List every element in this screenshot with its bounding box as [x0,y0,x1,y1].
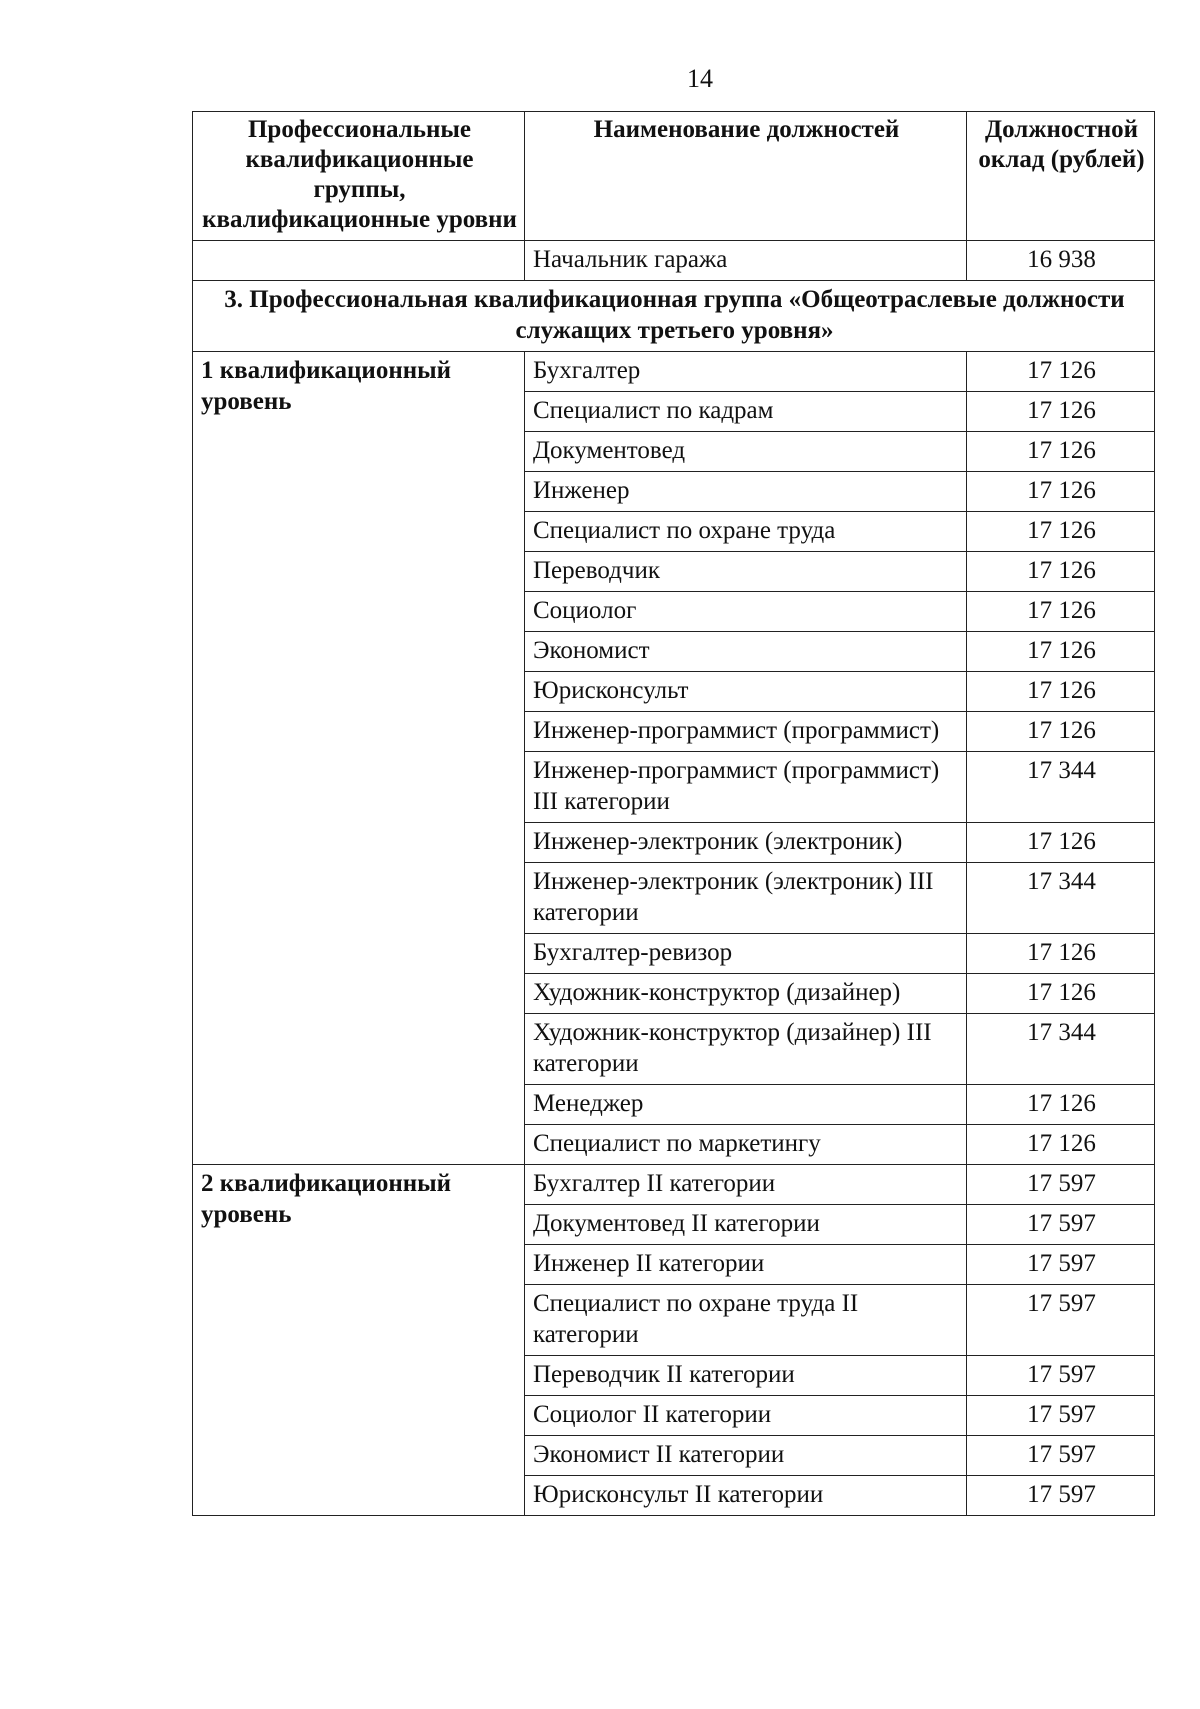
salary-cell: 17 126 [967,974,1155,1014]
position-cell: Инженер-программист (программист) [525,712,967,752]
position-cell: Инженер-программист (программист) III категории [525,752,967,823]
page-number: 14 [687,64,713,93]
salary-cell: 17 344 [967,863,1155,934]
position-cell: Социолог II категории [525,1396,967,1436]
qualification-level: 1 квалификационный уровень [193,352,525,1165]
qualification-level: 2 квалификационный уровень [193,1165,525,1516]
position-cell: Художник-конструктор (дизайнер) III категории [525,1014,967,1085]
salary-cell: 17 126 [967,1125,1155,1165]
level-cell [193,241,525,281]
salary-cell: 17 126 [967,1085,1155,1125]
position-cell: Документовед [525,432,967,472]
position-cell: Бухгалтер-ревизор [525,934,967,974]
position-cell: Бухгалтер II категории [525,1165,967,1205]
position-cell: Специалист по кадрам [525,392,967,432]
position-cell: Менеджер [525,1085,967,1125]
group-title-row [193,281,1155,352]
salary-cell: 17 126 [967,512,1155,552]
position-cell: Юрисконсульт [525,672,967,712]
salary-cell: 17 597 [967,1205,1155,1245]
position-cell: Инженер [525,472,967,512]
position-cell: Начальник гаража [525,241,967,281]
salary-cell: 17 126 [967,712,1155,752]
position-cell: Специалист по маркетингу [525,1125,967,1165]
header-qualification-groups: Профессиональные квалификационные группы, квалификационные уровни [193,112,525,241]
salary-cell: 17 126 [967,432,1155,472]
table-header-row [193,112,1155,241]
salary-cell: 17 126 [967,934,1155,974]
salary-cell: 17 344 [967,1014,1155,1085]
position-cell: Переводчик [525,552,967,592]
position-cell: Социолог [525,592,967,632]
position-cell: Документовед II категории [525,1205,967,1245]
position-cell: Переводчик II категории [525,1356,967,1396]
position-cell: Художник-конструктор (дизайнер) [525,974,967,1014]
salary-cell: 17 597 [967,1436,1155,1476]
salary-cell: 17 126 [967,352,1155,392]
salary-cell: 17 597 [967,1285,1155,1356]
salary-cell: 17 597 [967,1476,1155,1516]
table-row [193,241,1155,281]
position-cell: Экономист II категории [525,1436,967,1476]
position-cell: Инженер II категории [525,1245,967,1285]
header-salary: Должностной оклад (рублей) [967,112,1155,241]
salary-cell: 17 126 [967,823,1155,863]
salary-cell: 17 126 [967,392,1155,432]
salary-table [192,111,1155,1516]
salary-cell: 17 597 [967,1165,1155,1205]
salary-cell: 17 126 [967,552,1155,592]
position-cell: Бухгалтер [525,352,967,392]
table-row [193,1165,1155,1205]
table-row [193,352,1155,392]
salary-cell: 17 344 [967,752,1155,823]
salary-cell: 17 597 [967,1245,1155,1285]
header-position-names: Наименование должностей [525,112,967,241]
salary-cell: 17 126 [967,592,1155,632]
salary-cell: 17 597 [967,1396,1155,1436]
salary-cell: 17 126 [967,472,1155,512]
group-title: 3. Профессиональная квалификационная группа «Общеотраслевые должности служащих третьего уровня» [193,281,1155,352]
position-cell: Специалист по охране труда II категории [525,1285,967,1356]
salary-cell: 17 126 [967,632,1155,672]
position-cell: Инженер-электроник (электроник) III категории [525,863,967,934]
position-cell: Инженер-электроник (электроник) [525,823,967,863]
salary-cell: 17 597 [967,1356,1155,1396]
salary-cell: 17 126 [967,672,1155,712]
position-cell: Специалист по охране труда [525,512,967,552]
salary-cell: 16 938 [967,241,1155,281]
position-cell: Экономист [525,632,967,672]
position-cell: Юрисконсульт II категории [525,1476,967,1516]
